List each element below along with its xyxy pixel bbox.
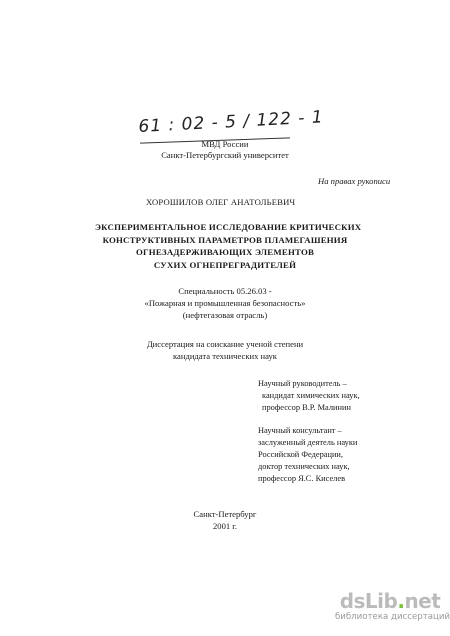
- author-name: ХОРОШИЛОВ ОЛЕГ АНАТОЛЬЕВИЧ: [146, 197, 296, 207]
- supervisor-name: профессор В.Р. Малинин: [262, 403, 351, 412]
- degree-line-1: Диссертация на соискание ученой степени: [146, 339, 304, 349]
- consultant-honor: заслуженный деятель науки: [258, 438, 358, 447]
- supervisor-role: Научный руководитель –: [258, 379, 347, 388]
- watermark-logo-main: dsLib: [339, 589, 398, 613]
- manuscript-note: На правах рукописи: [318, 176, 391, 186]
- supervisor-block: [258, 378, 360, 414]
- watermark-logo-tld: net: [404, 589, 441, 613]
- ministry-label: МВД России: [201, 139, 249, 149]
- consultant-honor-country: Российской Федерации,: [258, 450, 344, 459]
- title-line: ЭКСПЕРИМЕНТАЛЬНОЕ ИССЛЕДОВАНИЕ КРИТИЧЕСКИХ: [95, 222, 362, 232]
- year-label: 2001 г.: [212, 521, 238, 531]
- supervisor-degree: кандидат химических наук,: [262, 391, 360, 400]
- consultant-block: [258, 425, 357, 485]
- watermark-subtitle: библиотека диссертаций: [335, 612, 450, 622]
- title-line: СУХИХ ОГНЕПРЕГРАДИТЕЛЕЙ: [153, 259, 297, 270]
- watermark-logo-dot: .: [397, 589, 405, 613]
- degree-line-2: кандидата технических наук: [172, 351, 277, 361]
- dslib-watermark: [335, 589, 450, 623]
- city-label: Санкт-Петербург: [193, 509, 257, 519]
- specialty-code: Специальность 05.26.03 -: [178, 286, 272, 296]
- university-label: Санкт-Петербургский университет: [161, 150, 289, 160]
- watermark-logo: [335, 590, 445, 612]
- specialty-name: «Пожарная и промышленная безопасность»: [144, 298, 306, 308]
- consultant-degree: доктор технических наук,: [258, 462, 350, 471]
- dissertation-title: [95, 221, 362, 271]
- consultant-role: Научный консультант –: [258, 426, 342, 435]
- specialty-branch: (нефтегазовая отрасль): [182, 310, 268, 320]
- consultant-name: профессор Я.С. Киселев: [258, 474, 346, 483]
- title-line: КОНСТРУКТИВНЫХ ПАРАМЕТРОВ ПЛАМЕГАШЕНИЯ: [102, 234, 348, 245]
- handwritten-archive-number: 61 : 02 - 5 / 122 - 1: [138, 107, 325, 137]
- title-line: ОГНЕЗАДЕРЖИВАЮЩИХ ЭЛЕМЕНТОВ: [135, 247, 315, 257]
